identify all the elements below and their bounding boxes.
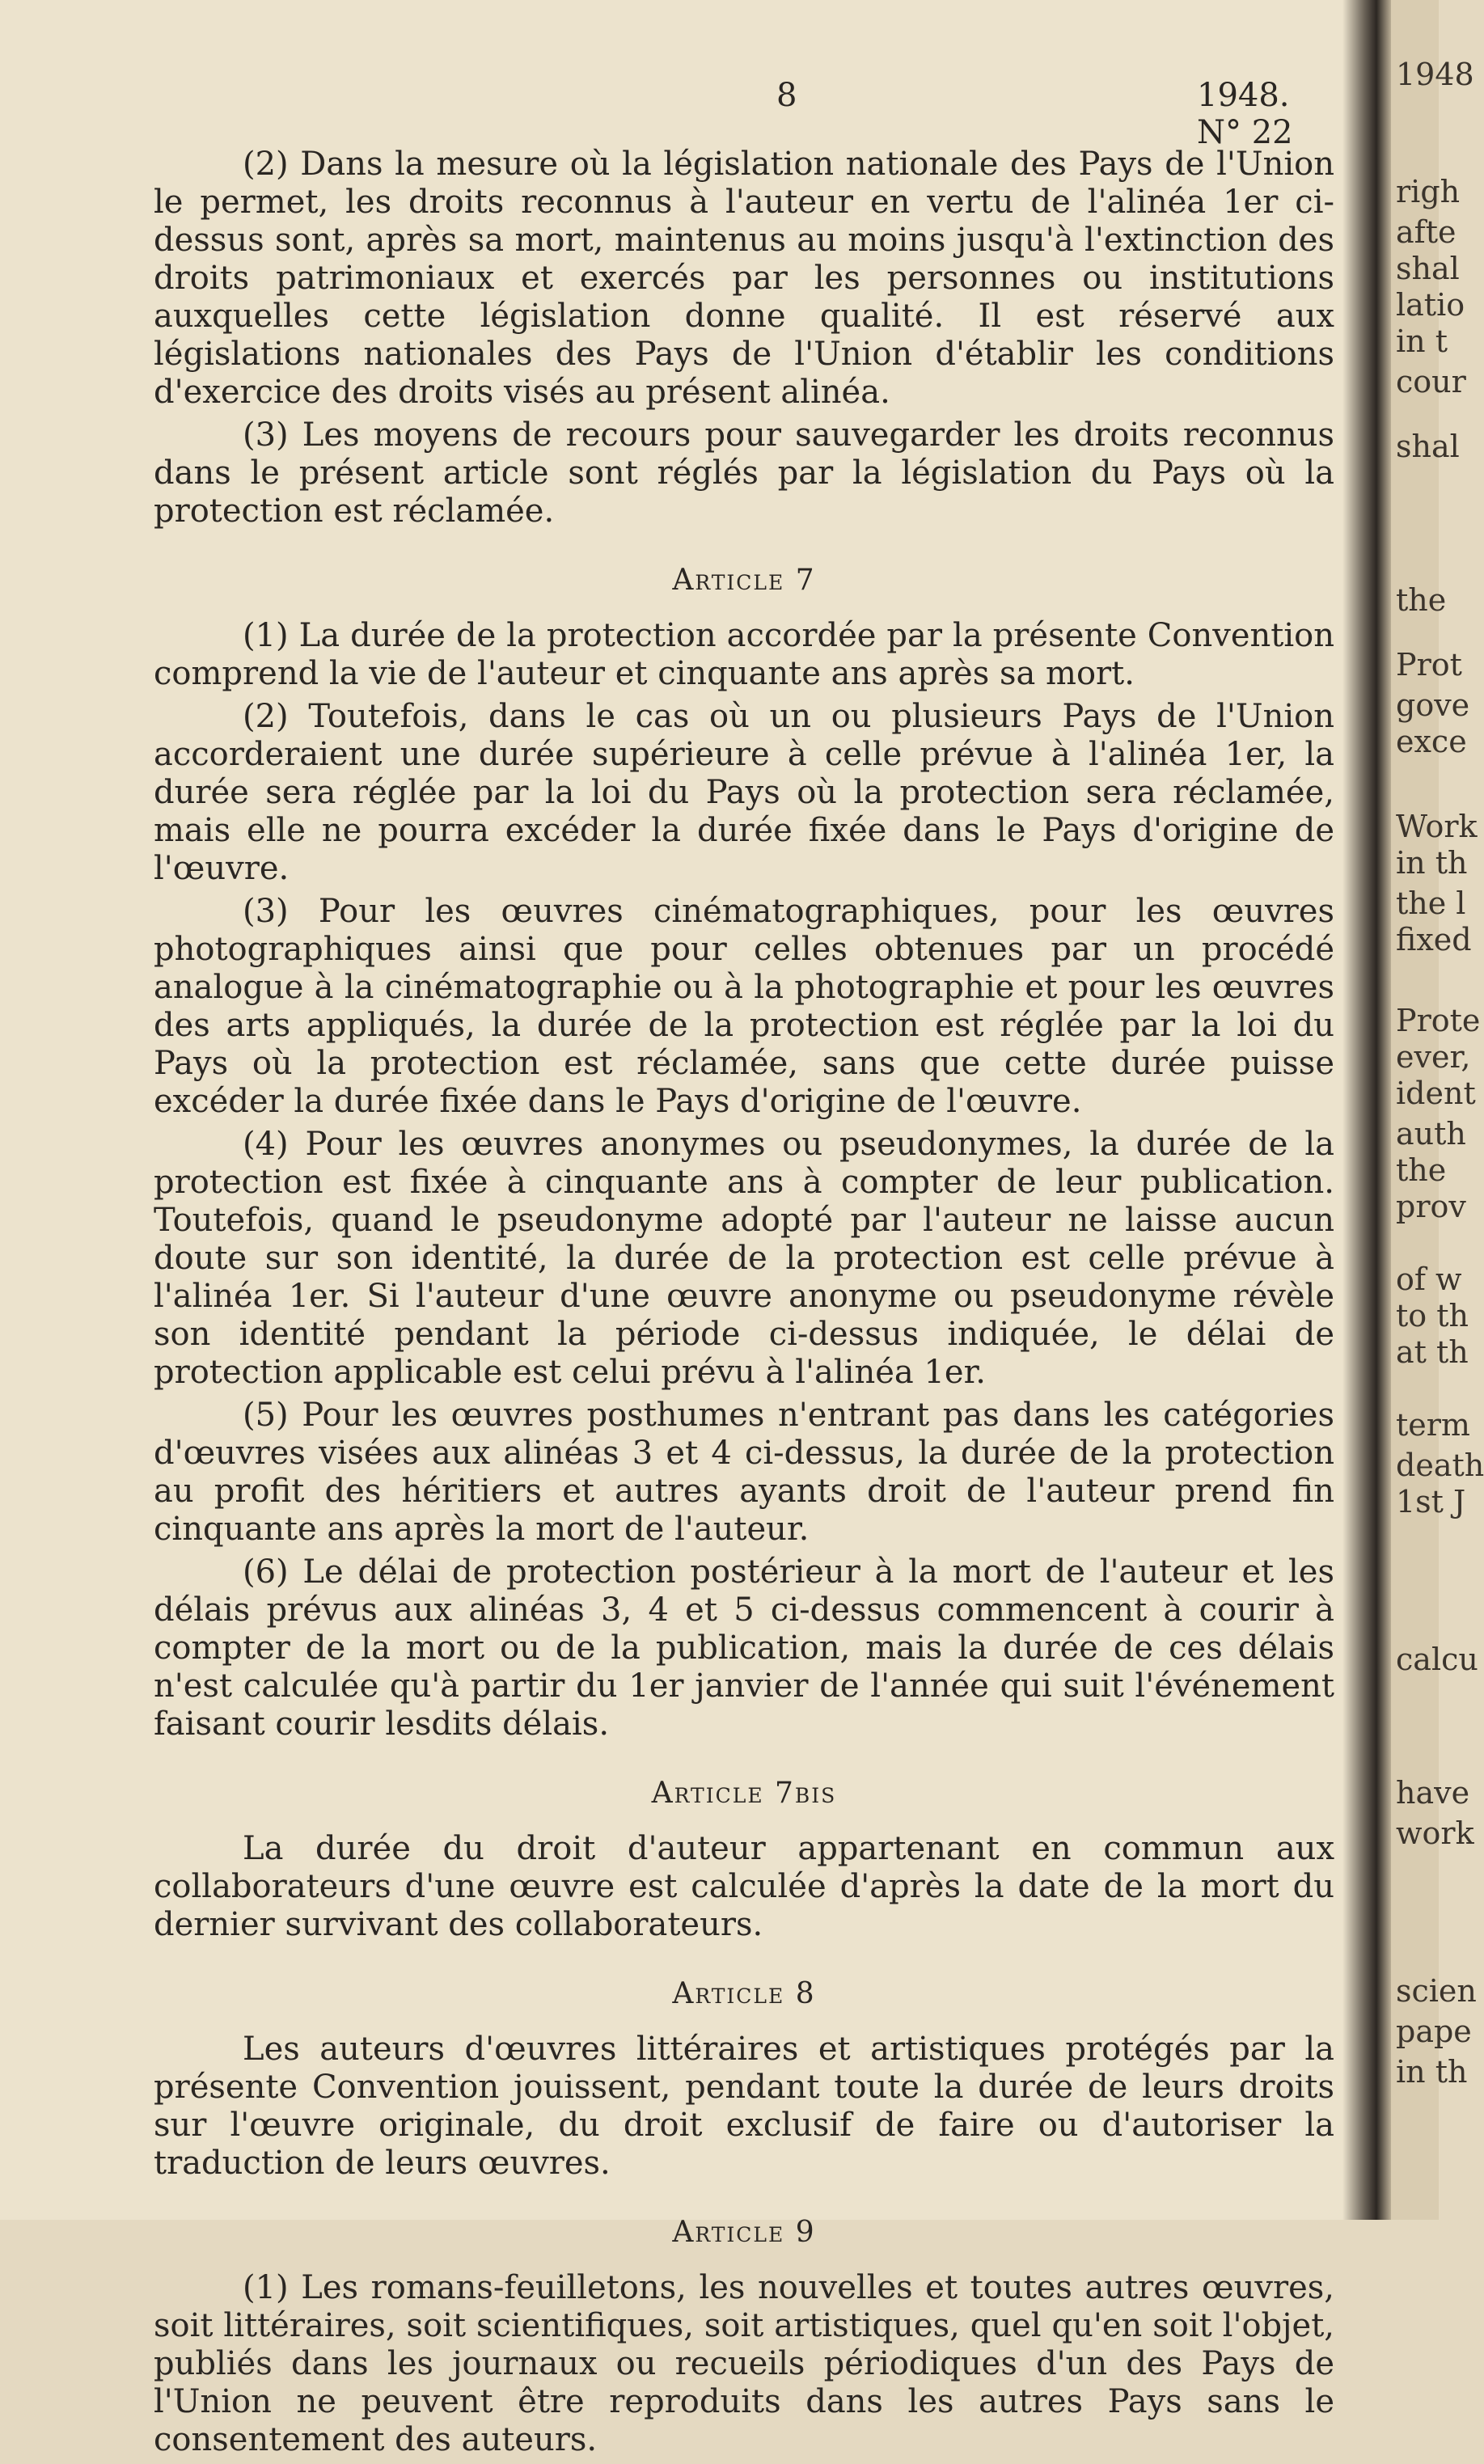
facing-page-fragment: in t bbox=[1396, 323, 1448, 359]
facing-page-fragment: work bbox=[1396, 1815, 1474, 1851]
paragraph: La durée du droit d'auteur appartenant en commun aux collaborateurs d'une œuvre est calculée d'après la date de la mort du dernier survivant des collaborateurs. bbox=[154, 1830, 1334, 1943]
page-number: 8 bbox=[776, 77, 797, 114]
article-heading: Article 9 bbox=[672, 2216, 816, 2249]
facing-page-fragment: have bbox=[1396, 1775, 1470, 1811]
page-header bbox=[0, 77, 1342, 151]
facing-page-fragment: scien bbox=[1396, 1973, 1477, 2009]
facing-page-fragment: the l bbox=[1396, 885, 1466, 921]
facing-page-fragment: 1st J bbox=[1396, 1484, 1466, 1519]
facing-page-fragment: auth bbox=[1396, 1116, 1466, 1152]
facing-page-fragment: Prot bbox=[1396, 647, 1462, 683]
facing-page-fragment: ever, bbox=[1396, 1039, 1471, 1075]
facing-page-fragment: in th bbox=[1396, 845, 1468, 881]
facing-page-fragment: exce bbox=[1396, 724, 1467, 759]
paragraph: (2) Dans la mesure où la législation nationale des Pays de l'Union le permet, les droits reconnus à l'auteur en vertu de l'alinéa 1er ci-dessus sont, après sa mort, maintenus au moins jusqu'à l'extinction des droits patrimoniaux et exercés par les personnes ou institutions auxquelles cette législation donne qualité. Il est réservé aux législations nationales des Pays de l'Union d'établir les conditions d'exercice des droits visés au présent alinéa. bbox=[154, 146, 1334, 411]
facing-page-fragment: calcu bbox=[1396, 1642, 1478, 1677]
facing-page-fragment: the bbox=[1396, 582, 1447, 618]
facing-page-fragment: latio bbox=[1396, 287, 1465, 323]
facing-page-fragment: prov bbox=[1396, 1189, 1466, 1224]
paragraph: (3) Les moyens de recours pour sauvegarder les droits reconnus dans le présent article sont réglés par la législation du Pays où la protection est réclamée. bbox=[154, 416, 1334, 530]
paragraph: (5) Pour les œuvres posthumes n'entrant pas dans les catégories d'œuvres visées aux alinéas 3 et 4 ci-dessus, la durée de la protection au profit des héritiers et autres ayants droit de l'auteur prend fin cinquante ans après la mort de l'auteur. bbox=[154, 1397, 1334, 1548]
book-gutter bbox=[1342, 0, 1391, 2220]
facing-page-edge bbox=[1391, 0, 1484, 2220]
facing-page-fragment: in th bbox=[1396, 2054, 1468, 2090]
article-heading: Article 7 bbox=[672, 564, 816, 597]
article-heading: Article 7bis bbox=[651, 1777, 837, 1810]
paragraph: Les auteurs d'œuvres littéraires et artistiques protégés par la présente Convention jouissent, pendant toute la durée de leurs droits sur l'œuvre originale, du droit exclusif de faire ou d'autoriser la traduction de leurs œuvres. bbox=[154, 2031, 1334, 2182]
facing-page-fragment: at th bbox=[1396, 1334, 1469, 1370]
paragraph: (1) La durée de la protection accordée par la présente Convention comprend la vie de l'auteur et cinquante ans après sa mort. bbox=[154, 617, 1334, 692]
facing-page-fragment: righ bbox=[1396, 174, 1461, 209]
facing-page-fragment: fixed bbox=[1396, 922, 1472, 957]
facing-page-fragment: term bbox=[1396, 1407, 1470, 1443]
paragraph: (2) Toutefois, dans le cas où un ou plusieurs Pays de l'Union accorderaient une durée supérieure à celle prévue à l'alinéa 1er, la durée sera réglée par la loi du Pays où la protection sera réclamée, mais elle ne pourra excéder la durée fixée dans le Pays d'origine de l'œuvre. bbox=[154, 698, 1334, 887]
facing-page-fragment: cour bbox=[1396, 364, 1466, 399]
facing-page-fragment: shal bbox=[1396, 251, 1460, 286]
header-issue: 1948. N° 22 bbox=[1197, 77, 1293, 151]
article-heading: Article 8 bbox=[672, 1977, 816, 2010]
facing-page-fragment: the bbox=[1396, 1152, 1447, 1188]
facing-page-fragment: afte bbox=[1396, 214, 1457, 250]
paragraph: (6) Le délai de protection postérieur à la mort de l'auteur et les délais prévus aux alinéas 3, 4 et 5 ci-dessus commencent à courir à compter de la mort ou de la publication, mais la durée de ces délais n'est calculée qu'à partir du 1er janvier de l'année qui suit l'événement faisant courir lesdits délais. bbox=[154, 1553, 1334, 1743]
facing-page-fragment: Work bbox=[1396, 809, 1478, 844]
facing-page-fragment: shal bbox=[1396, 429, 1460, 464]
facing-page-fragment: 1948 bbox=[1396, 57, 1474, 92]
paragraph: (3) Pour les œuvres cinématographiques, pour les œuvres photographiques ainsi que pour celles obtenues par un procédé analogue à la cinématographie ou à la photographie et pour les œuvres des arts appliqués, la durée de la protection est réglée par la loi du Pays où la protection est réclamée, sans que cette durée puisse excéder la durée fixée dans le Pays d'origine de l'œuvre. bbox=[154, 893, 1334, 1120]
facing-page-fragment: death bbox=[1396, 1448, 1484, 1483]
paragraph: (4) Pour les œuvres anonymes ou pseudonymes, la durée de la protection est fixée à cinquante ans à compter de leur publication. Toutefois, quand le pseudonyme adopté par l'auteur ne laisse aucun doute sur son identité, la durée de la protection est celle prévue à l'alinéa 1er. Si l'auteur d'une œuvre anonyme ou pseudonyme révèle son identité pendant la période ci-dessus indiquée, le délai de protection applicable est celui prévu à l'alinéa 1er. bbox=[154, 1126, 1334, 1391]
paragraph: (1) Les romans-feuilletons, les nouvelles et toutes autres œuvres, soit littéraires, soit scientifiques, soit artistiques, quel qu'en soit l'objet, publiés dans les journaux ou recueils périodiques d'un des Pays de l'Union ne peuvent être reproduits dans les autres Pays sans le consentement des auteurs. bbox=[154, 2269, 1334, 2458]
facing-page-fragment: gove bbox=[1396, 687, 1470, 723]
document-body bbox=[154, 146, 1334, 2464]
facing-page-fragment: Prote bbox=[1396, 1003, 1481, 1038]
facing-page-fragment: to th bbox=[1396, 1298, 1469, 1333]
facing-page-fragment: of w bbox=[1396, 1262, 1462, 1297]
facing-page-fragment: ident bbox=[1396, 1076, 1476, 1111]
facing-page-fragment: pape bbox=[1396, 2014, 1472, 2049]
